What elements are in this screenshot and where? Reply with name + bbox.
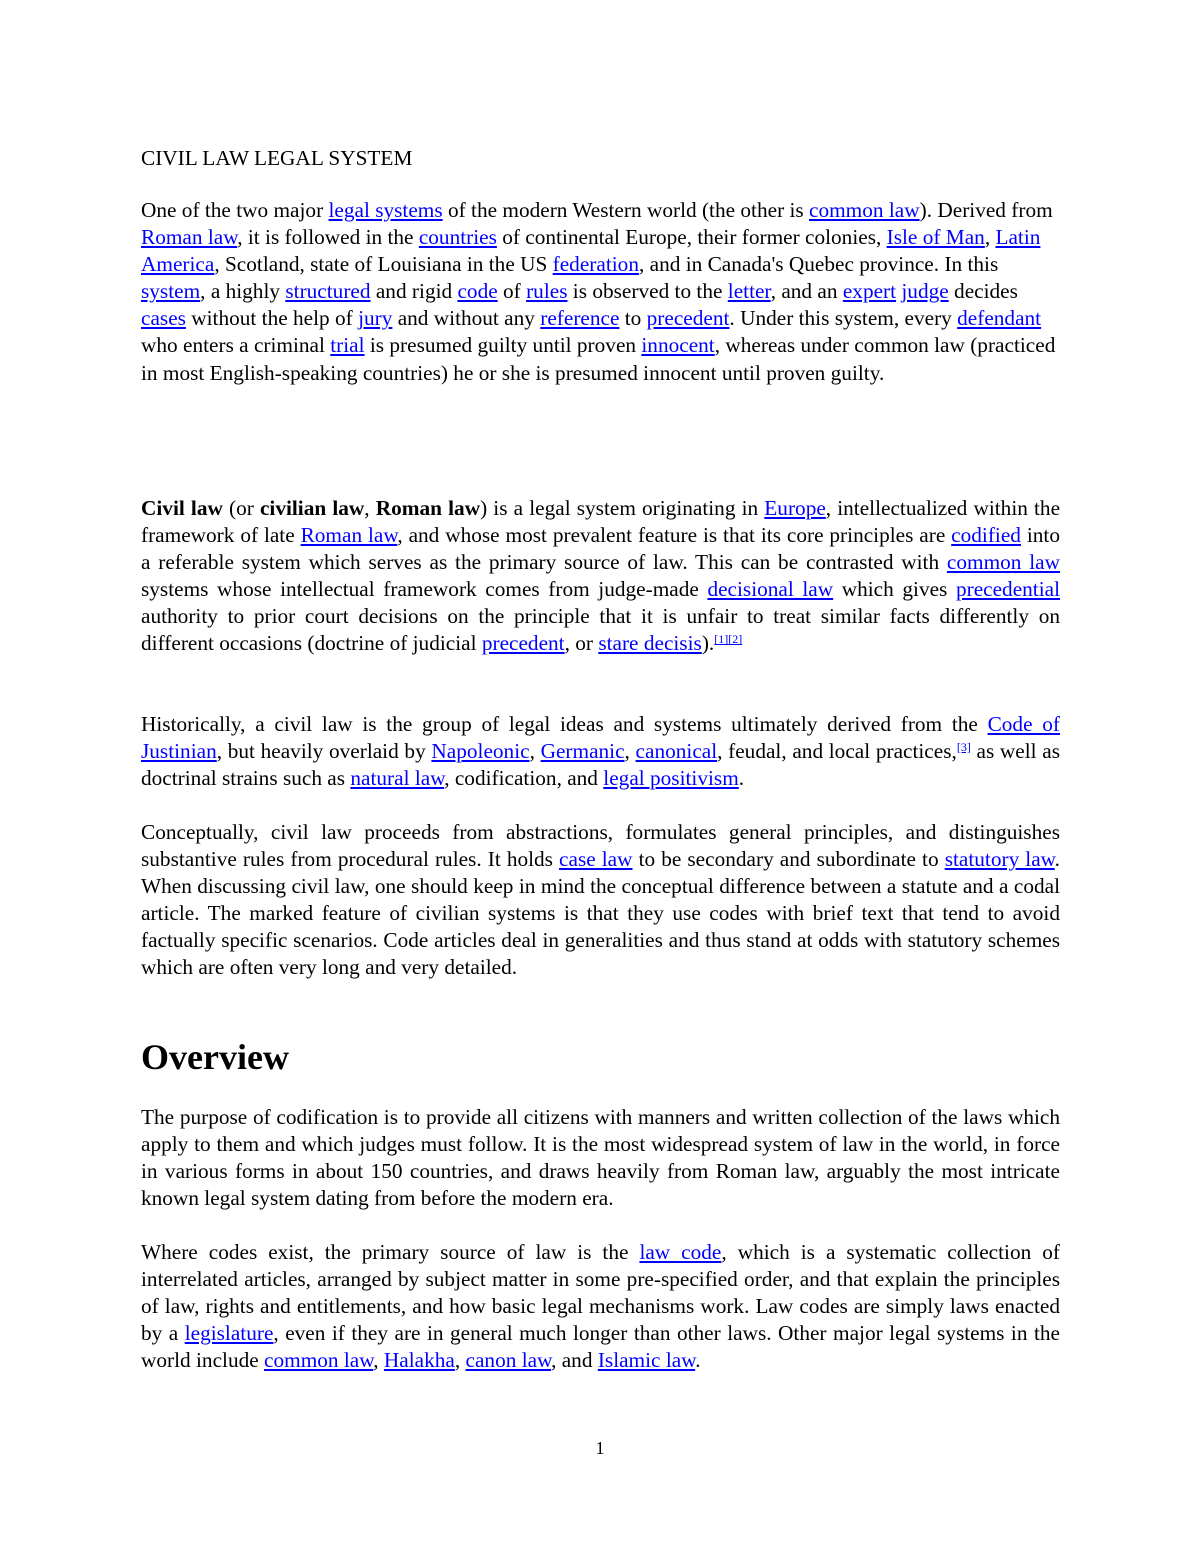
text-run: without the help of [185, 306, 359, 331]
text-run: , and an [770, 279, 843, 304]
text-run: , [984, 225, 996, 250]
bold-term: civilian law [259, 496, 365, 520]
text-run: , Scotland, state of Louisiana in the US [214, 252, 553, 277]
link-legal-systems[interactable]: legal systems [328, 198, 443, 222]
link-trial[interactable]: trial [330, 333, 365, 358]
link-common-law[interactable]: common law [809, 198, 920, 222]
codes-paragraph [141, 1239, 1060, 1374]
text-run: . [738, 766, 745, 791]
text-run: Where codes exist, the primary source of law is the [141, 1240, 640, 1264]
text-run: decides [948, 279, 1018, 304]
link-latin-america[interactable]: Latin America [141, 225, 1041, 277]
link-letter[interactable]: letter [727, 279, 771, 304]
text-run: of continental Europe, their former colonies, [496, 225, 887, 250]
text-run: of the modern Western world (the other is [442, 198, 810, 222]
text-run: ). Derived from [919, 198, 1053, 222]
conceptually-paragraph [141, 819, 1060, 982]
link-structured[interactable]: structured [285, 279, 371, 304]
text-run: and without any [392, 306, 541, 331]
link-halakha[interactable]: Halakha [383, 1348, 455, 1373]
link-precedent[interactable]: precedent [481, 631, 565, 656]
text-run: , even if they are in general much longer than other laws. Other major legal systems in the world include [141, 1321, 1060, 1373]
link-napoleonic[interactable]: Napoleonic [431, 739, 530, 764]
citation-link[interactable]: [3] [956, 740, 971, 755]
link-natural-law[interactable]: natural law [350, 766, 445, 791]
citation-1 [714, 632, 728, 646]
link-codified[interactable]: codified [951, 523, 1021, 548]
text-run: ) is a legal system originating in [480, 496, 765, 520]
link-common-law[interactable]: common law [946, 550, 1060, 575]
text-run: , whereas under common law (practiced in most English-speaking countries) he or she is presumed innocent until proven guilty. [141, 333, 1056, 385]
text-run: . Under this system, every [729, 306, 958, 331]
text-run: which gives [833, 577, 956, 602]
link-stare-decisis[interactable]: stare decisis [598, 631, 702, 656]
text-run: (or [222, 496, 260, 520]
text-run: The purpose of codification is to provide all citizens with manners and written collection of the laws which apply to them and which judges must follow. It is the most widespread system of law in the world, in force in various forms in about 150 countries, and draws heavily from Roman law, arguably the most intricate known legal system dating from before the modern era. [141, 1105, 1060, 1211]
text-run: , [454, 1348, 466, 1373]
citation-3 [957, 740, 971, 754]
link-isle-of-man[interactable]: Isle of Man [886, 225, 985, 250]
link-canon-law[interactable]: canon law [465, 1348, 552, 1373]
page-number: 1 [595, 1438, 605, 1458]
text-run: . [695, 1348, 701, 1373]
link-decisional-law[interactable]: decisional law [707, 577, 834, 602]
link-reference[interactable]: reference [540, 306, 620, 331]
text-run: is presumed guilty until proven [364, 333, 642, 358]
text-run: and rigid [370, 279, 458, 304]
link-judge[interactable]: judge [901, 279, 949, 304]
intro-paragraph [141, 197, 1060, 387]
text-run: Conceptually, civil law proceeds from abstractions, formulates general principles, and distinguishes substantive rules from procedural rules. It holds [141, 820, 1060, 872]
link-defendant[interactable]: defendant [957, 306, 1042, 331]
text-run: ). [701, 631, 715, 656]
link-roman-law[interactable]: Roman law [141, 225, 238, 250]
text-run: to be secondary and subordinate to [632, 847, 945, 872]
text-run: , or [564, 631, 599, 656]
text-run: , it is followed in the [237, 225, 419, 250]
link-precedent[interactable]: precedent [646, 306, 730, 331]
bold-term: Roman law [375, 496, 481, 520]
text-run: , and [551, 1348, 598, 1373]
link-rules[interactable]: rules [526, 279, 568, 304]
text-run: , which is a systematic collection of interrelated articles, arranged by subject matter in some pre-specified order, and that explain the principles of law, rights and entitlements, and how basic legal mechanisms work. Law codes are simply laws enacted by a [141, 1240, 1060, 1346]
citation-2 [728, 632, 742, 646]
link-law-code[interactable]: law code [639, 1240, 722, 1264]
link-code[interactable]: code [457, 279, 498, 304]
link-countries[interactable]: countries [418, 225, 497, 250]
text-run: , and in Canada's Quebec province. In this [638, 252, 999, 277]
overview-heading: Overview [141, 1037, 289, 1077]
text-run: as well as doctrinal strains such as [141, 739, 1060, 791]
text-run: who enters a criminal [141, 333, 331, 358]
link-legislature[interactable]: legislature [184, 1321, 274, 1346]
link-federation[interactable]: federation [552, 252, 639, 277]
text-run: , [364, 496, 376, 520]
text-run: , intellectualized within the framework of late [141, 496, 1061, 548]
link-precedential[interactable]: precedential [955, 577, 1061, 602]
text-run: , [529, 739, 541, 764]
link-legal-positivism[interactable]: legal positivism [603, 766, 739, 791]
link-common-law[interactable]: common law [264, 1348, 374, 1373]
link-case-law[interactable]: case law [559, 847, 633, 872]
text-run: , a highly [200, 279, 286, 304]
text-run: , but heavily overlaid by [216, 739, 432, 764]
text-run: , [624, 739, 636, 764]
purpose-paragraph [141, 1104, 1060, 1212]
link-europe[interactable]: Europe [764, 496, 826, 520]
text-run: is observed to the [567, 279, 728, 304]
link-jury[interactable]: jury [358, 306, 393, 331]
text-run: , feudal, and local practices, [717, 739, 957, 764]
link-islamic-law[interactable]: Islamic law [597, 1348, 696, 1373]
link-roman-law[interactable]: Roman law [300, 523, 398, 548]
text-run: . When discussing civil law, one should keep in mind the conceptual difference between a statute and a codal article. The marked feature of civilian systems is that they use codes with brief text that tend to avoid factually specific scenarios. Code articles deal in generalities and thus stand at odds with statutory schemes which are often very long and very detailed. [141, 847, 1060, 980]
text-run: One of the two major [141, 198, 329, 222]
link-canonical[interactable]: canonical [635, 739, 718, 764]
link-system[interactable]: system [141, 279, 201, 304]
document-title: CIVIL LAW LEGAL SYSTEM [141, 146, 413, 170]
link-germanic[interactable]: Germanic [540, 739, 625, 764]
text-run: systems whose intellectual framework comes from judge-made [141, 577, 708, 602]
text-run: , [373, 1348, 384, 1373]
text-run: , and whose most prevalent feature is that its core principles are [397, 523, 952, 548]
bold-term: Civil law [141, 496, 223, 520]
text-run: of [497, 279, 527, 304]
citation-link[interactable]: [2] [728, 632, 743, 647]
historically-paragraph [141, 711, 1060, 792]
link-expert[interactable]: expert [842, 279, 897, 304]
civil-law-paragraph [141, 495, 1060, 658]
citation-link[interactable]: [1] [714, 632, 729, 647]
link-statutory-law[interactable]: statutory law [944, 847, 1055, 872]
text-run: Historically, a civil law is the group of legal ideas and systems ultimately derived from the [141, 712, 988, 736]
text-run: , codification, and [444, 766, 604, 791]
link-cases[interactable]: cases [141, 306, 186, 331]
text-run: authority to prior court decisions on the principle that it is unfair to treat similar facts differently on different occasions (doctrine of judicial [141, 604, 1060, 656]
link-innocent[interactable]: innocent [641, 333, 715, 358]
text-run: to [619, 306, 647, 331]
text-run: into a referable system which serves as the primary source of law. This can be contrasted with [141, 523, 1060, 575]
link-code-of-justinian[interactable]: Code of Justinian [141, 712, 1060, 764]
